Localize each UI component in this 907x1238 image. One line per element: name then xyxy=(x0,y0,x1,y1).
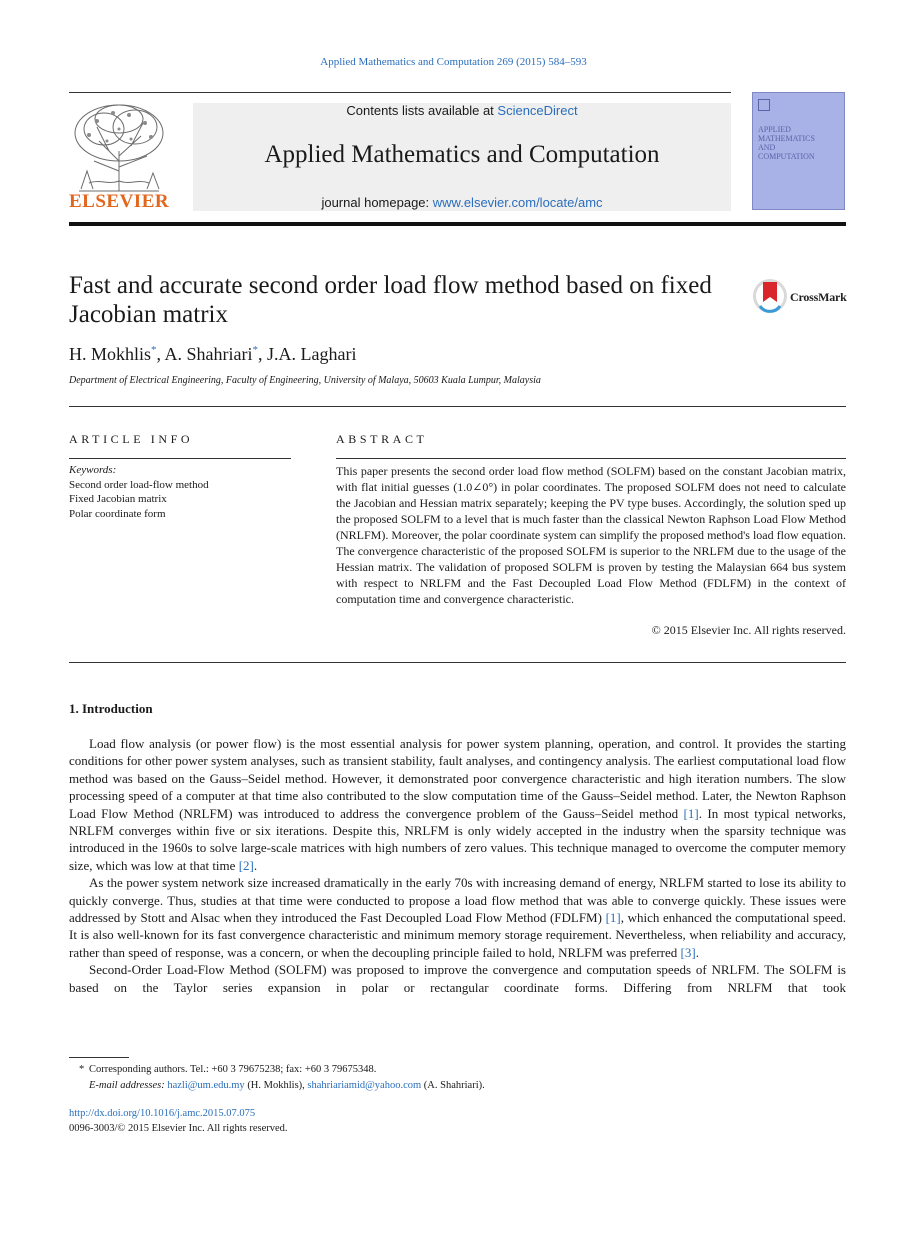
email-footnote: E-mail addresses: hazli@um.edu.my (H. Mokhlis), shahriariamid@yahoo.com (A. Shahriari). xyxy=(89,1080,485,1091)
abstract-bottom-rule xyxy=(69,662,846,663)
abstract-text: This paper presents the second order load flow method (SOLFM) based on the constant Jacobian matrix, with flat initial guesses (1.0∠0°) in polar coordinates. The proposed SOLFM does not need to calculate the Jacobian and Hessian matrix separately; keeping the PV type buses. Accordingly, the solution sped up the proposed SOLFM to a level that is much faster than the classical Newton Raphson Load Flow Method (NRLFM). Moreover, the polar coordinate system can simplify the proposed method's load flow equation. The convergence characteristic of the proposed SOLFM is superior to the NRLFM due to the usage of the Hessian matrix. The validation of proposed SOLFM is proven by testing the Malaysian 664 bus system with respect to NRLFM and the Fast Decoupled Load Flow Method (FDLFM) in the context of computation time and convergence characteristic. xyxy=(336,464,846,606)
journal-cover[interactable] xyxy=(752,92,845,210)
footnotes xyxy=(69,1062,846,1094)
masthead-bottom-rule xyxy=(69,222,846,226)
journal-title: Applied Mathematics and Computation xyxy=(264,141,660,168)
masthead-top-rule xyxy=(69,92,731,93)
contents-prefix: Contents lists available at xyxy=(346,103,498,118)
introduction-body xyxy=(69,735,846,996)
page-footer xyxy=(69,1107,846,1136)
cover-title: APPLIED MATHEMATICS AND COMPUTATION xyxy=(758,125,815,161)
corresponding-author-mark[interactable]: * xyxy=(252,344,259,356)
abstract-copyright: © 2015 Elsevier Inc. All rights reserved. xyxy=(651,623,846,637)
keywords-label: Keywords: xyxy=(69,464,117,476)
crossmark-icon xyxy=(752,278,788,314)
reference-link[interactable]: [1] xyxy=(605,910,621,926)
reference-link[interactable]: [2] xyxy=(238,857,254,873)
author-list xyxy=(69,344,357,365)
affiliation: Department of Electrical Engineering, Faculty of Engineering, University of Malaya, 50603 Kuala Lumpur, Malaysia xyxy=(69,375,541,386)
doi-link[interactable]: http://dx.doi.org/10.1016/j.amc.2015.07.075 xyxy=(69,1108,256,1119)
reference-link[interactable]: [3] xyxy=(680,944,696,960)
reference-link[interactable]: [1] xyxy=(683,805,699,821)
elsevier-logo xyxy=(69,101,169,213)
elsevier-wordmark: ELSEVIER xyxy=(69,191,170,212)
keyword-item: Second order load-flow method xyxy=(69,478,209,491)
article-title: Fast and accurate second order load flow method based on fixed Jacobian matrix xyxy=(69,272,712,328)
issn-line: 0096-3003/© 2015 Elsevier Inc. All rights reserved. xyxy=(69,1122,288,1134)
corresponding-footnote: * Corresponding authors. Tel.: +60 3 79675238; fax: +60 3 79675348. xyxy=(69,1062,846,1078)
email-link[interactable]: shahriariamid@yahoo.com xyxy=(307,1080,422,1091)
author-name[interactable]: A. Shahriari xyxy=(164,344,253,364)
keyword-item: Polar coordinate form xyxy=(69,507,166,520)
paragraph: Load flow analysis (or power flow) is the most essential analysis for power system planning, operation, and control. It provides the starting conditions for other power system analyses, such as transient stability, fault analyses, and contingency analysis. The earliest computational load flow method was based on the Gauss–Seidel method. However, it demonstrated poor convergence characteristic and high iteration numbers. The slow processing speed of a computer at that time also contributed to the slow computation time of the Gauss–Seidel method. Later, the Newton Raphson Load Flow Method (NRLFM) was introduced to address the convergence problem of the Gauss–Seidel method [1]. In most typical networks, NRLFM converges within five or six iterations. Despite this, NRLFM is only widely accepted in the industry when the sparsity technique was introduced in the 1960s to solve large-scale matrices with high numbers of zero values. This technique managed to overcome the computer memory size, which was low at that time [2]. xyxy=(69,736,846,873)
contents-line xyxy=(193,103,731,118)
homepage-prefix: journal homepage: xyxy=(321,195,433,210)
footnote-mark: * xyxy=(79,1064,85,1075)
crossmark-label: CrossMark xyxy=(790,290,847,304)
paragraph: As the power system network size increased dramatically in the early 70s with increasing demand of energy, NRLFM started to lose its ability to quickly converge. Thus, studies at that time were conducted to propose a load flow method that was able to converge quickly. These issues were addressed by Stott and Alsac when they introduced the Fast Decoupled Load Flow Method (FDLFM) [1], which enhanced the computational speed. It is also well-known for its fast convergence characteristic and minimum memory storage requirement. Nevertheless, when reliability and accuracy, rather than speed of response, was a concern, or when the decoupling principle failed to hold, NRLFM was preferred [3]. xyxy=(69,875,847,960)
homepage-link[interactable]: www.elsevier.com/locate/amc xyxy=(432,195,603,210)
cover-emblem-icon xyxy=(758,99,770,111)
keyword-item: Fixed Jacobian matrix xyxy=(69,493,167,505)
sciencedirect-link[interactable]: ScienceDirect xyxy=(497,103,578,118)
email-label: E-mail addresses: xyxy=(89,1080,168,1091)
tree-logo-icon xyxy=(69,101,169,193)
footnote-rule xyxy=(69,1057,129,1058)
title-block-rule xyxy=(69,406,846,407)
article-info-heading: ARTICLE INFO xyxy=(69,432,194,446)
crossmark-badge[interactable] xyxy=(752,278,852,316)
abstract-heading: ABSTRACT xyxy=(336,432,428,446)
email-link[interactable]: hazli@um.edu.my xyxy=(167,1080,245,1091)
author-separator: , xyxy=(156,344,165,364)
section-heading-introduction: 1. Introduction xyxy=(69,701,153,716)
author-name[interactable]: J.A. Laghari xyxy=(267,344,357,364)
corresponding-author-mark[interactable]: * xyxy=(151,344,157,356)
paragraph: Second-Order Load-Flow Method (SOLFM) was proposed to improve the convergence and computation speeds of NRLFM. The SOLFM is based on the Taylor series expansion in polar or rectangular coordinate forms. Differing from NRLFM that took xyxy=(69,962,846,995)
article-info-rule xyxy=(69,458,291,459)
author-name[interactable]: H. Mokhlis xyxy=(69,344,152,364)
author-separator: , xyxy=(258,344,268,364)
abstract-rule xyxy=(336,458,846,459)
homepage-line xyxy=(193,195,731,210)
journal-citation[interactable]: Applied Mathematics and Computation 269 (2015) 584–593 xyxy=(320,56,587,68)
keywords-block xyxy=(69,463,291,521)
